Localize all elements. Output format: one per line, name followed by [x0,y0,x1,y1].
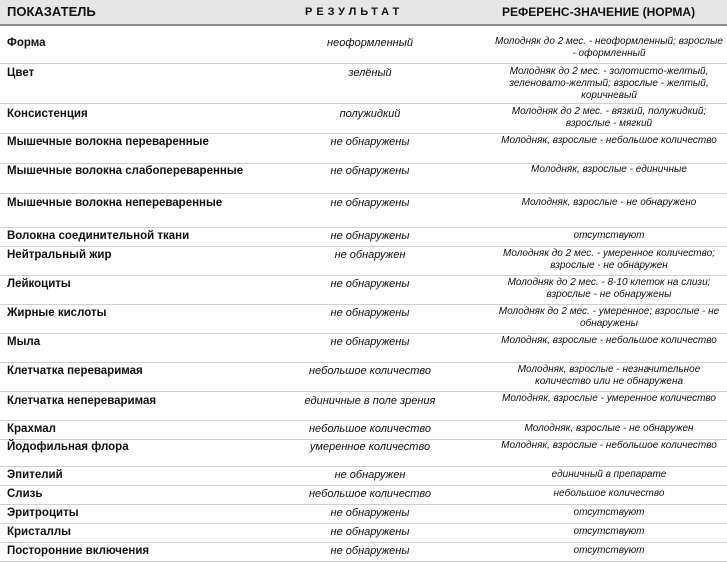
table-row [0,34,727,64]
row-indicator: Крахмал [7,423,56,435]
row-indicator: Эпителий [7,469,63,481]
row-reference: Молодняк до 2 мес. - умеренное количество; взрослые - не обнаружен [503,248,715,271]
row-result: не обнаружены [330,136,410,148]
table-row [0,194,727,228]
table-row [0,363,727,392]
table-row [0,247,727,276]
row-indicator: Нейтральный жир [7,249,112,261]
row-indicator: Клетчатка переваримая [7,365,143,377]
row-reference: Молодняк, взрослые - не обнаружен [524,423,694,434]
table-row [0,104,727,134]
row-result: неоформленный [327,37,413,49]
row-reference: Молодняк, взрослые - небольшое количество [501,335,717,346]
table-row [0,421,727,440]
row-indicator: Мышечные волокна переваренные [7,136,209,148]
table-row [0,164,727,194]
row-result: не обнаружены [330,278,410,290]
row-result: не обнаружен [334,249,406,261]
table-row [0,276,727,305]
row-indicator: Лейкоциты [7,278,71,290]
row-result: не обнаружены [330,307,410,319]
table-row [0,334,727,363]
row-reference: Молодняк до 2 мес. - золотисто-желтый, зеленовато-желтый; взрослые - желтый, коричневый [509,66,709,101]
table-header [0,0,727,26]
row-reference: Молодняк до 2 мес. - умеренное; взрослые - не обнаружены [498,306,720,329]
row-result: не обнаружены [330,545,410,557]
row-result: не обнаружены [330,507,410,519]
row-result: небольшое количество [308,365,431,377]
row-result: не обнаружены [330,165,410,177]
row-result: не обнаружены [330,336,410,348]
table-row [0,467,727,486]
row-reference: Молодняк, взрослые - небольшое количество [501,440,717,451]
table-row [0,392,727,421]
row-reference: Молодняк до 2 мес. - неоформленный; взрослые - оформленный [495,36,723,59]
row-reference: Молодняк, взрослые - единичные [531,164,687,175]
row-indicator: Мышечные волокна слабопереваренные [7,165,244,177]
table-row [0,486,727,505]
row-indicator: Посторонние включения [7,545,150,557]
row-result: небольшое количество [308,488,431,500]
header-result: РЕЗУЛЬТАТ [305,6,404,18]
table-row [0,505,727,524]
table-row [0,64,727,104]
header-reference: РЕФЕРЕНС-ЗНАЧЕНИЕ (НОРМА) [502,5,696,19]
row-reference: небольшое количество [553,488,665,499]
row-result: не обнаружены [330,230,410,242]
row-result: не обнаружены [330,526,410,538]
row-result: не обнаружен [334,469,406,481]
table-row [0,440,727,467]
row-reference: Молодняк до 2 мес. - вязкий, полужидкий; взрослые - мягкий [511,106,707,129]
row-indicator: Мышечные волокна непереваренные [7,197,223,209]
row-reference: отсутствуют [573,545,645,556]
row-reference: отсутствуют [573,526,645,537]
row-reference: Молодняк до 2 мес. - 8-10 клеток на слизи; взрослые - не обнаружены [507,277,711,300]
table-row [0,543,727,562]
row-indicator: Консистенция [7,108,88,120]
row-result: небольшое количество [308,423,431,435]
row-indicator: Кристаллы [7,526,71,538]
table-row [0,228,727,247]
row-reference: Молодняк, взрослые - не обнаружено [521,197,697,208]
row-result: зелёный [348,67,392,79]
row-reference: Молодняк, взрослые - умеренное количество [502,393,716,404]
row-reference: Молодняк, взрослые - небольшое количество [501,135,717,146]
row-indicator: Слизь [7,488,43,500]
row-reference: Молодняк, взрослые - незначительное количество или не обнаружена [517,364,701,387]
row-indicator: Волокна соединительной ткани [7,230,190,242]
header-indicator: ПОКАЗАТЕЛЬ [7,4,96,19]
table-row [0,305,727,334]
row-indicator: Мыла [7,336,41,348]
row-indicator: Эритроциты [7,507,79,519]
row-result: единичные в поле зрения [304,395,436,407]
row-indicator: Йодофильная флора [7,441,129,453]
row-reference: единичный в препарате [551,469,667,480]
row-indicator: Жирные кислоты [7,307,107,319]
row-result: умеренное количество [309,441,431,453]
row-indicator: Форма [7,37,46,49]
table-row [0,524,727,543]
row-result: полужидкий [339,108,401,120]
row-reference: отсутствуют [573,507,645,518]
row-reference: отсутствуют [573,230,645,241]
row-indicator: Клетчатка непереваримая [7,395,157,407]
table-row [0,134,727,164]
row-indicator: Цвет [7,67,35,79]
row-result: не обнаружены [330,197,410,209]
